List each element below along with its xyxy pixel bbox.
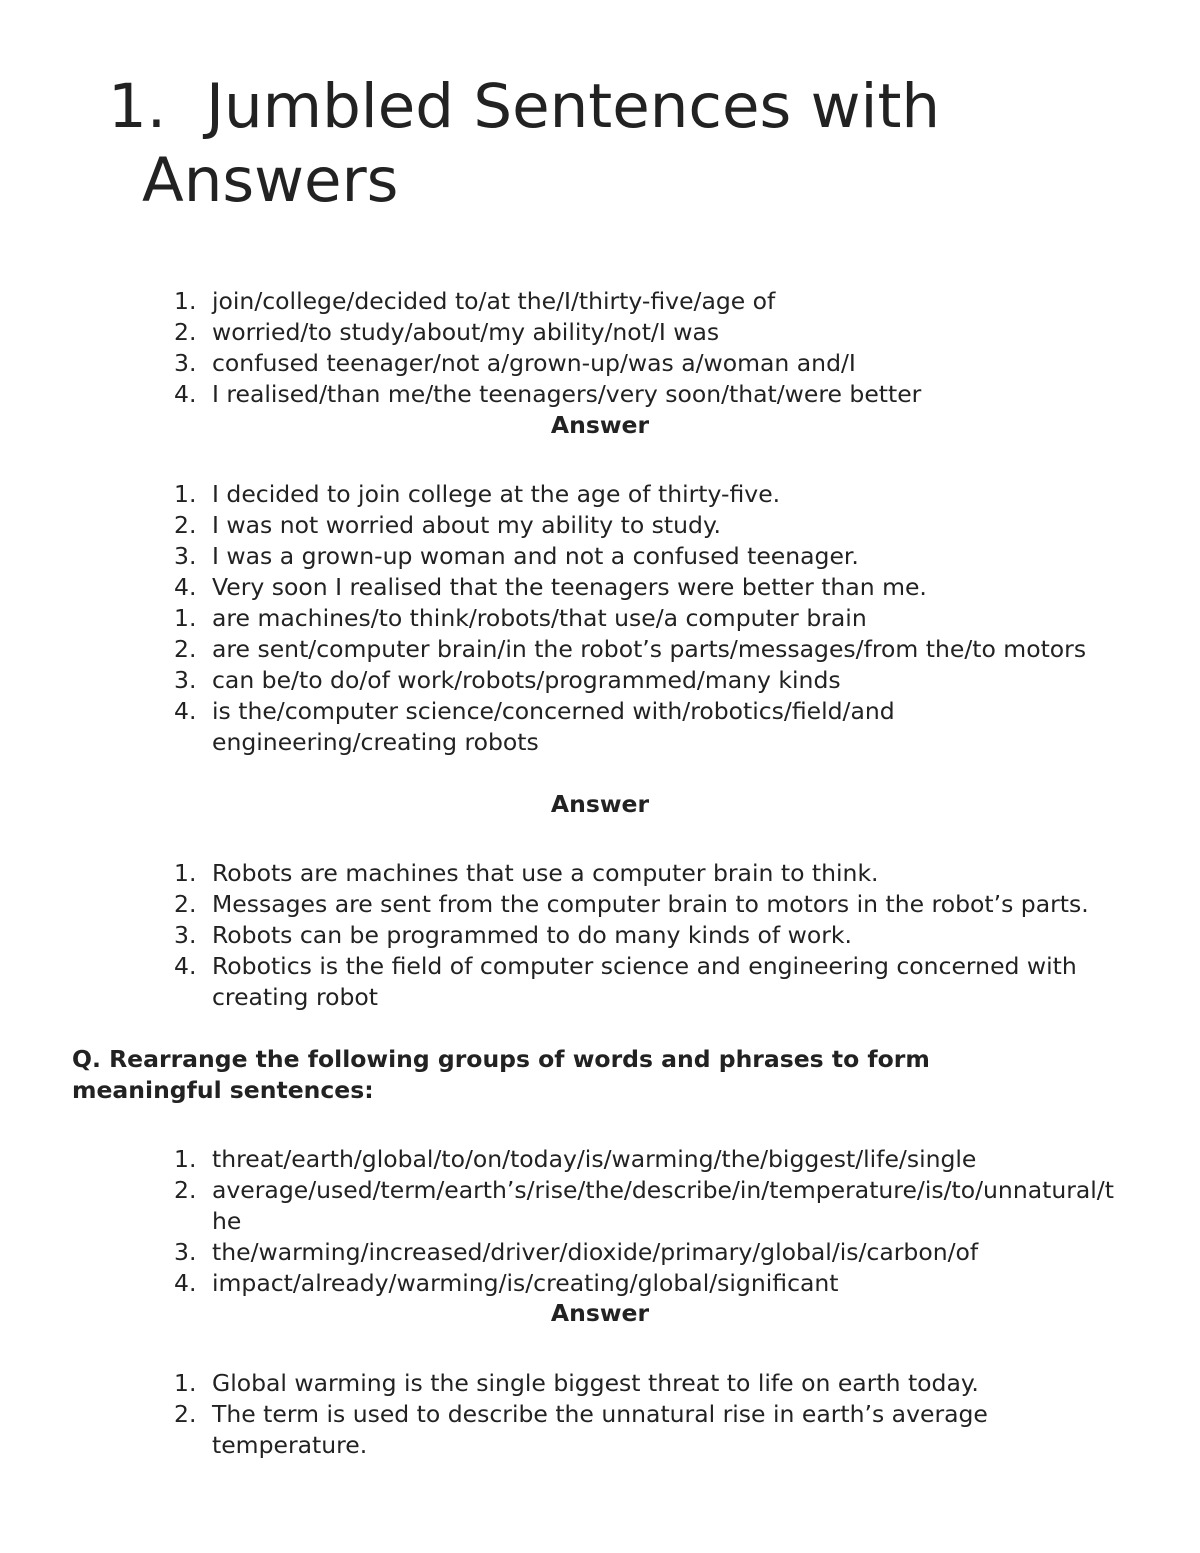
list-item: 4. impact/already/warming/is/creating/global/significant	[174, 1269, 839, 1297]
list-item: 4. Robotics is the field of computer science and engineering concerned with creating robot	[174, 952, 1077, 1011]
list-item: 1. threat/earth/global/to/on/today/is/warming/the/biggest/life/single	[174, 1145, 977, 1173]
list-item: 2. worried/to study/about/my ability/not/I was	[174, 318, 720, 346]
list-item: 2. average/used/term/earth’s/rise/the/describe/in/temperature/is/to/unnatural/the	[174, 1176, 1114, 1235]
list-item: 1. I decided to join college at the age of thirty-five.	[174, 480, 781, 508]
list-item: 4. is the/computer science/concerned with/robotics/field/and engineering/creating robots	[174, 697, 895, 756]
list-item: 3. confused teenager/not a/grown-up/was a/woman and/I	[174, 349, 856, 377]
page-title	[108, 70, 1108, 218]
set3-question-list	[0, 1144, 1120, 1299]
list-item: 3. I was a grown-up woman and not a confused teenager.	[174, 542, 859, 570]
set2-answer-list	[0, 858, 1120, 1013]
list-item: 1. Robots are machines that use a computer brain to think.	[174, 859, 879, 887]
list-item: 2. are sent/computer brain/in the robot’s parts/messages/from the/to motors	[174, 635, 1087, 663]
answer-heading: Answer	[550, 411, 650, 439]
title-line-2: Answers	[142, 145, 399, 216]
question-heading: Q. Rearrange the following groups of words and phrases to form meaningful sentences:	[72, 1045, 930, 1104]
list-item: 1. are machines/to think/robots/that use/a computer brain	[174, 604, 867, 632]
set3-answer-list	[0, 1368, 1120, 1461]
list-item: 1. join/college/decided to/at the/I/thirty-five/age of	[174, 287, 776, 315]
list-item: 3. can be/to do/of work/robots/programmed/many kinds	[174, 666, 841, 694]
list-item: 2. I was not worried about my ability to study.	[174, 511, 721, 539]
title-line-1: Jumbled Sentences with	[206, 71, 941, 142]
title-number: 1.	[108, 71, 167, 142]
set1-question-list	[0, 286, 1120, 410]
answer-heading: Answer	[550, 1299, 650, 1327]
set1-answer-list	[0, 479, 1120, 758]
list-item: 2. Messages are sent from the computer brain to motors in the robot’s parts.	[174, 890, 1089, 918]
list-item: 3. the/warming/increased/driver/dioxide/primary/global/is/carbon/of	[174, 1238, 979, 1266]
list-item: 3. Robots can be programmed to do many kinds of work.	[174, 921, 852, 949]
answer-heading: Answer	[550, 790, 650, 818]
list-item: 4. Very soon I realised that the teenagers were better than me.	[174, 573, 927, 601]
list-item: 4. I realised/than me/the teenagers/very soon/that/were better	[174, 380, 922, 408]
list-item: 1. Global warming is the single biggest threat to life on earth today.	[174, 1369, 979, 1397]
list-item: 2. The term is used to describe the unnatural rise in earth’s average temperature.	[174, 1400, 988, 1459]
